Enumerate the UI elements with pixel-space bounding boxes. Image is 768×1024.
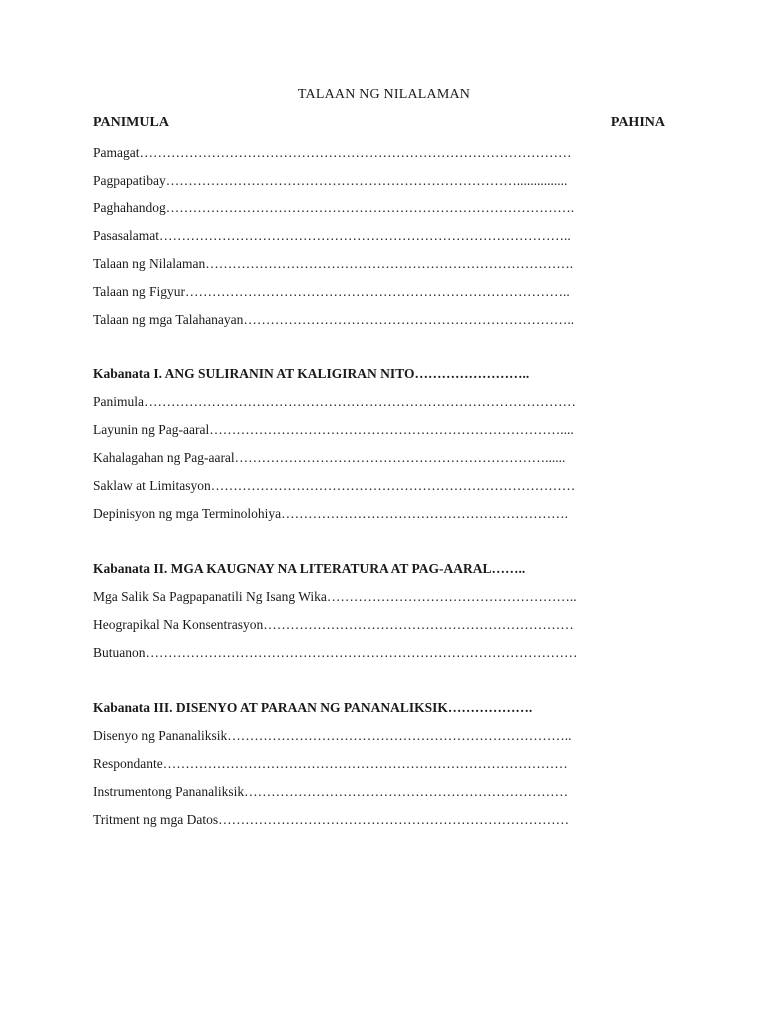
- toc-entry-panimula: Panimula……………………………………………………………………………………: [93, 394, 576, 409]
- chapter-2-heading: Kabanata II. MGA KAUGNAY NA LITERATURA AT PAG-AARAL……..: [93, 561, 526, 576]
- toc-entry-talaan-ng-figyur: Talaan ng Figyur…………………………………………………………………………..: [93, 284, 570, 299]
- toc-entry-disenyo: Disenyo ng Pananaliksik…………………………………………………………………..: [93, 728, 572, 743]
- toc-entry-tritment: Tritment ng mga Datos……………………………………………………………………: [93, 812, 570, 827]
- toc-entry-instrumentong: Instrumentong Pananaliksik………………………………………………………………: [93, 784, 569, 799]
- toc-entry-mga-salik: Mga Salik Sa Pagpapanatili Ng Isang Wika………………………………………………..: [93, 589, 577, 604]
- toc-entry-pagpapatibay: Pagpapatibay……………………………………………………………………...............: [93, 173, 568, 188]
- toc-entry-talaan-ng-mga-talahanayan: Talaan ng mga Talahanayan………………………………………………………………..: [93, 312, 575, 327]
- toc-entry-paghahandog: Paghahandog……………………………………………………………………………….: [93, 200, 575, 215]
- toc-entry-talaan-ng-nilalaman: Talaan ng Nilalaman……………………………………………………………………….: [93, 256, 574, 271]
- toc-entry-layunin: Layunin ng Pag-aaral……………………………………………………………………....: [93, 422, 574, 437]
- toc-entry-saklaw: Saklaw at Limitasyon………………………………………………………………………: [93, 478, 576, 493]
- toc-header-row: [93, 115, 665, 131]
- toc-entry-depinisyon: Depinisyon ng mga Terminolohiya……………………………………………………….: [93, 506, 569, 521]
- toc-entry-butuanon: Butuanon……………………………………………………………………………………: [93, 645, 578, 660]
- header-panimula: PANIMULA: [93, 115, 169, 130]
- chapter-3-heading: Kabanata III. DISENYO AT PARAAN NG PANANALIKSIK……………….: [93, 700, 533, 715]
- toc-entry-pamagat: Pamagat……………………………………………………………………………………: [93, 145, 572, 160]
- toc-entry-respondante: Respondante………………………………………………………………………………: [93, 756, 568, 771]
- page-title: TALAAN NG NILALAMAN: [297, 87, 471, 102]
- header-pahina: PAHINA: [610, 115, 665, 130]
- toc-entry-heograpikal: Heograpikal Na Konsentrasyon……………………………………………………………: [93, 617, 574, 632]
- toc-entry-kahalagahan: Kahalagahan ng Pag-aaral……………………………………………………………......: [93, 450, 566, 465]
- toc-entry-pasasalamat: Pasasalamat………………………………………………………………………………..: [93, 228, 571, 243]
- chapter-1-heading: Kabanata I. ANG SULIRANIN AT KALIGIRAN NITO……………………..: [93, 366, 530, 381]
